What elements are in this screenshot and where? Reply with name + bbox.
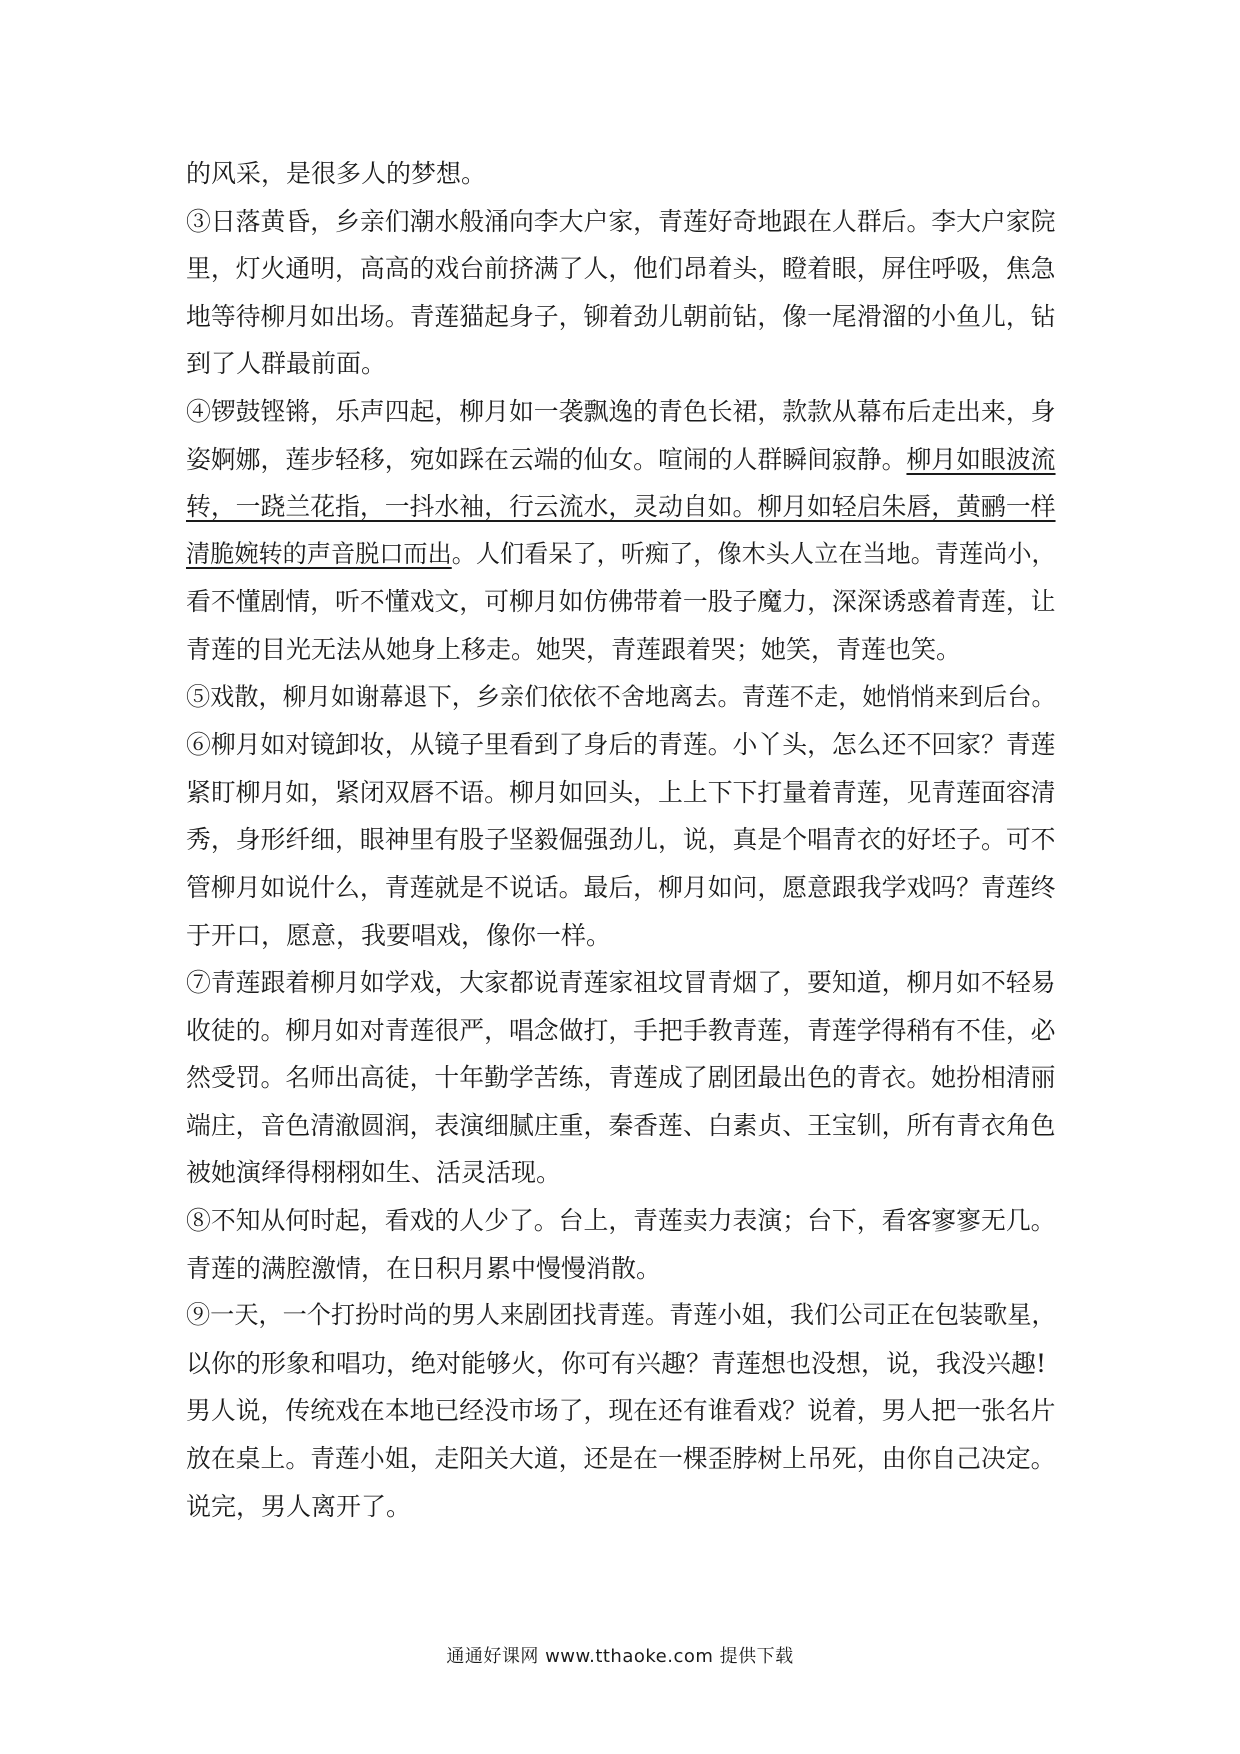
text-segment: 男人说，传统戏在本地已经没市场了，现在还有谁看戏？说着，男人把一张名片	[186, 1396, 1056, 1426]
document-body	[186, 150, 1056, 1530]
text-line	[186, 1007, 1056, 1055]
text-line	[186, 912, 1056, 960]
text-segment: 说完，男人离开了。	[186, 1491, 412, 1521]
text-line	[186, 1197, 1056, 1245]
text-segment: 于开口，愿意，我要唱戏，像你一样。	[186, 920, 612, 950]
text-segment: 里，灯火通明，高高的戏台前挤满了人，他们昂着头，瞪着眼，屏住呼吸，焦急	[186, 254, 1056, 284]
text-segment: 到了人群最前面。	[186, 349, 387, 379]
text-segment: 地等待柳月如出场。青莲猫起身子，铆着劲儿朝前钻，像一尾滑溜的小鱼儿，钻	[186, 301, 1056, 331]
text-segment: 青莲的满腔激情，在日积月累中慢慢消散。	[186, 1253, 662, 1283]
text-line	[186, 1054, 1056, 1102]
text-line	[186, 721, 1056, 769]
text-line	[186, 674, 1056, 722]
text-line	[186, 626, 1056, 674]
text-line	[186, 578, 1056, 626]
text-line	[186, 769, 1056, 817]
text-segment: 放在桌上。青莲小姐，走阳关大道，还是在一棵歪脖树上吊死，由你自己决定。	[186, 1444, 1056, 1474]
underlined-text: 柳月如眼波流	[906, 444, 1056, 474]
text-segment: ⑧不知从何时起，看戏的人少了。台上，青莲卖力表演；台下，看客寥寥无几。	[186, 1206, 1056, 1236]
text-segment: 秀，身形纤细，眼神里有股子坚毅倔强劲儿，说，真是个唱青衣的好坯子。可不	[186, 825, 1056, 855]
text-segment: 。人们看呆了，听痴了，像木头人立在当地。青莲尚小，	[451, 539, 1056, 568]
footer-suffix: 提供下载	[719, 1646, 794, 1667]
text-line	[186, 436, 1056, 484]
footer-site-name: 通通好课网	[446, 1646, 539, 1667]
text-line	[186, 1340, 1056, 1388]
text-line	[186, 293, 1056, 341]
underlined-text: 转，一跷兰花指，一抖水袖，行云流水，灵动自如。柳月如轻启朱唇，黄鹂一样	[186, 492, 1056, 522]
footer	[0, 1642, 1240, 1668]
text-segment: 被她演绎得栩栩如生、活灵活现。	[186, 1158, 562, 1188]
text-segment: ④锣鼓铿锵，乐声四起，柳月如一袭飘逸的青色长裙，款款从幕布后走出来，身	[186, 396, 1056, 426]
text-line	[186, 1149, 1056, 1197]
text-line	[186, 340, 1056, 388]
text-line	[186, 864, 1056, 912]
text-segment: ⑨一天，一个打扮时尚的男人来剧团找青莲。青莲小姐，我们公司正在包装歌星，	[186, 1301, 1056, 1330]
text-segment: 的风采，是很多人的梦想。	[186, 159, 487, 188]
text-line	[186, 816, 1056, 864]
text-line	[186, 245, 1056, 293]
text-line	[186, 1387, 1056, 1435]
text-line	[186, 959, 1056, 1007]
text-line	[186, 150, 1056, 198]
text-line	[186, 1292, 1056, 1340]
text-segment: 姿婀娜，莲步轻移，宛如踩在云端的仙女。喧闹的人群瞬间寂静。	[186, 444, 907, 474]
text-segment: ⑥柳月如对镜卸妆，从镜子里看到了身后的青莲。小丫头，怎么还不回家？青莲	[186, 730, 1056, 760]
text-segment: ⑦青莲跟着柳月如学戏，大家都说青莲家祖坟冒青烟了，要知道，柳月如不轻易	[186, 968, 1056, 998]
text-line	[186, 198, 1056, 246]
text-line	[186, 1435, 1056, 1483]
text-line	[186, 1102, 1056, 1150]
text-segment: 以你的形象和唱功，绝对能够火，你可有兴趣？青莲想也没想，说，我没兴趣!	[186, 1348, 1047, 1378]
text-segment: 紧盯柳月如，紧闭双唇不语。柳月如回头，上上下下打量着青莲，见青莲面容清	[186, 777, 1056, 807]
underlined-text: 清脆婉转的声音脱口而出	[186, 539, 452, 568]
text-segment: ⑤戏散，柳月如谢幕退下，乡亲们依依不舍地离去。青莲不走，她悄悄来到后台。	[186, 682, 1056, 711]
text-line	[186, 483, 1056, 531]
text-line	[186, 531, 1056, 579]
text-segment: 然受罚。名师出高徒，十年勤学苦练，青莲成了剧团最出色的青衣。她扮相清丽	[186, 1063, 1056, 1093]
text-segment: 收徒的。柳月如对青莲很严，唱念做打，手把手教青莲，青莲学得稍有不佳，必	[186, 1015, 1056, 1045]
text-segment: ③日落黄昏，乡亲们潮水般涌向李大户家，青莲好奇地跟在人群后。李大户家院	[186, 206, 1056, 236]
text-segment: 看不懂剧情，听不懂戏文，可柳月如仿佛带着一股子魔力，深深诱惑着青莲，让	[186, 587, 1056, 617]
text-segment: 端庄，音色清澈圆润，表演细腻庄重，秦香莲、白素贞、王宝钏，所有青衣角色	[186, 1110, 1056, 1140]
text-segment: 青莲的目光无法从她身上移走。她哭，青莲跟着哭；她笑，青莲也笑。	[186, 634, 962, 664]
text-line	[186, 388, 1056, 436]
text-line	[186, 1483, 1056, 1531]
footer-url: www.tthaoke.com	[545, 1646, 714, 1667]
text-line	[186, 1245, 1056, 1293]
text-segment: 管柳月如说什么，青莲就是不说话。最后，柳月如问，愿意跟我学戏吗？青莲终	[186, 872, 1056, 902]
